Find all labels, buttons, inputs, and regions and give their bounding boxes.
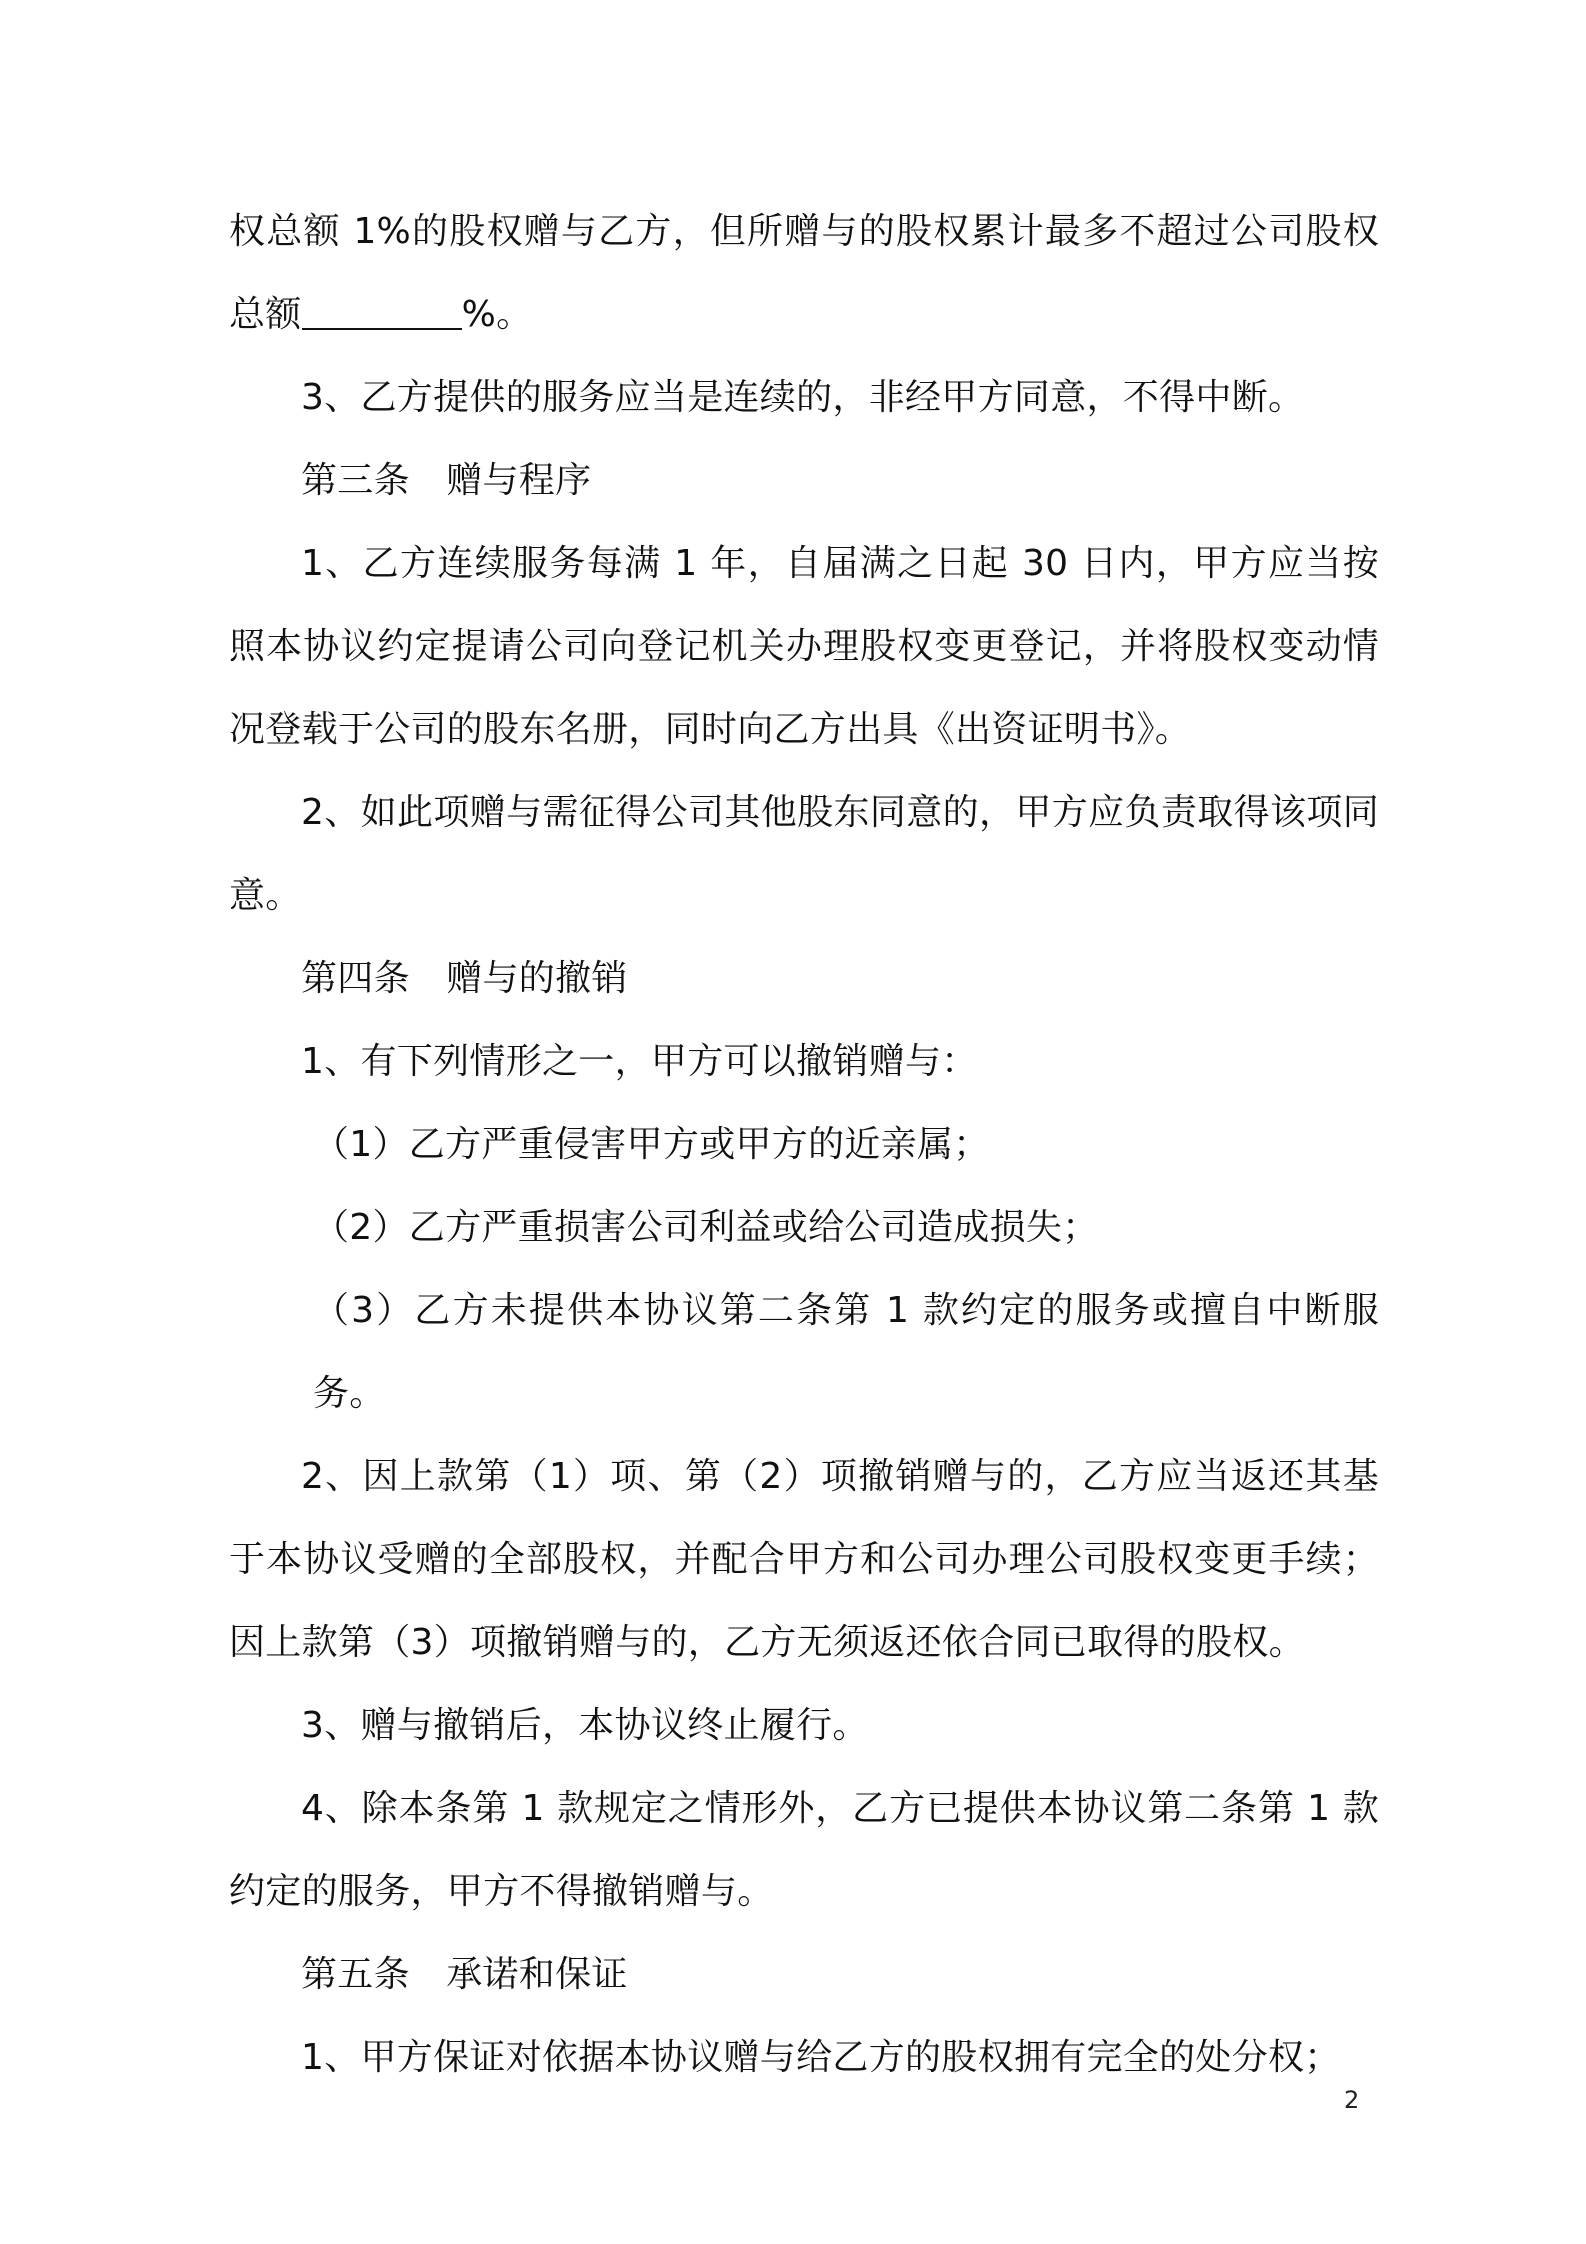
para-clause-3-1: 1、乙方连续服务每满 1 年，自届满之日起 30 日内，甲方应当按照本协议约定提请公司向登记机关办理股权变更登记，并将股权变动情况登载于公司的股东名册，同时向乙方出具《出资证明书》。 [229,543,1379,750]
para-continued-clause [229,190,1379,356]
heading-article-4: 第四条 赠与的撤销 [301,958,628,999]
para-continued-clause-suffix: %。 [461,294,533,335]
para-continued-clause-text: 权总额 1%的股权赠与乙方，但所赠与的股权累计最多不超过公司股权总额 [229,211,1379,335]
page-number: 2 [1344,2086,1360,2114]
para-clause-5-1: 1、甲方保证对依据本协议赠与给乙方的股权拥有完全的处分权； [301,2037,1341,2078]
fill-in-blank [302,292,462,330]
para-clause-2-3: 3、乙方提供的服务应当是连续的，非经甲方同意，不得中断。 [301,377,1305,418]
para-clause-4-1-item-2: （2）乙方严重损害公司利益或给公司造成损失； [313,1207,1099,1248]
para-clause-4-3: 3、赠与撤销后，本协议终止履行。 [301,1705,869,1746]
para-clause-4-2: 2、因上款第（1）项、第（2）项撤销赠与的，乙方应当返还其基于本协议受赠的全部股权，并配合甲方和公司办理公司股权变更手续；因上款第（3）项撤销赠与的，乙方无须返还依合同已取得的股权。 [229,1456,1379,1663]
para-clause-4-1: 1、有下列情形之一，甲方可以撤销赠与： [301,1041,978,1082]
para-clause-4-4: 4、除本条第 1 款规定之情形外，乙方已提供本协议第二条第 1 款约定的服务，甲方不得撤销赠与。 [229,1788,1379,1912]
para-clause-4-1-item-3: （3）乙方未提供本协议第二条第 1 款约定的服务或擅自中断服务。 [313,1290,1379,1414]
document-body [229,190,1379,2099]
heading-article-3: 第三条 赠与程序 [301,460,592,501]
heading-article-5: 第五条 承诺和保证 [301,1954,628,1995]
para-clause-4-1-item-1: （1）乙方严重侵害甲方或甲方的近亲属； [313,1124,990,1165]
para-clause-3-2: 2、如此项赠与需征得公司其他股东同意的，甲方应负责取得该项同意。 [229,792,1379,916]
